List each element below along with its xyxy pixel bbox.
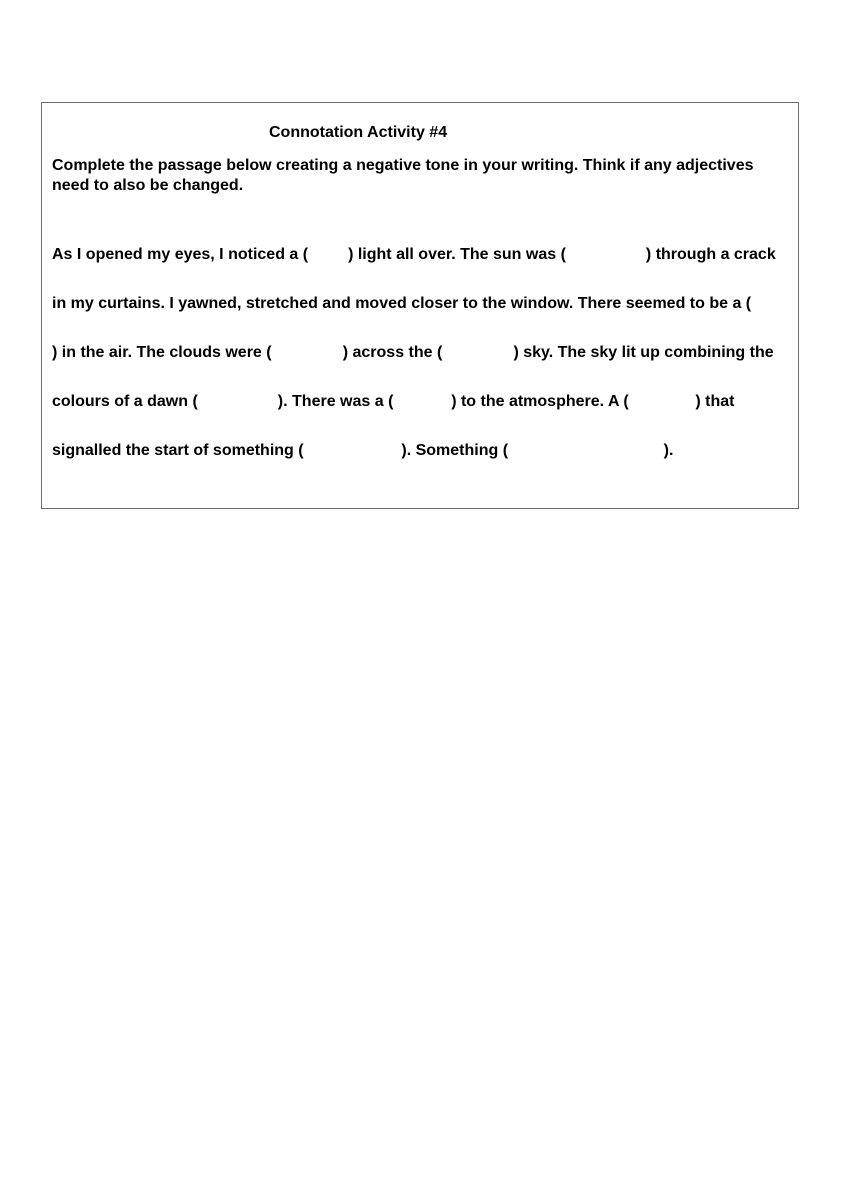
activity-title: Connotation Activity #4 [269,124,448,141]
passage-line: ) in the air. The clouds were ( ) across the ( ) sky. The sky lit up combining the [52,344,774,361]
passage-line: As I opened my eyes, I noticed a ( ) light all over. The sun was ( ) through a crack [52,246,776,263]
passage-line: colours of a dawn ( ). There was a ( ) to the atmosphere. A ( ) that [52,393,735,410]
activity-instructions: Complete the passage below creating a negative tone in your writing. Think if any adjectives need to also be changed. [52,157,754,194]
activity-box [41,102,799,509]
passage-line: in my curtains. I yawned, stretched and moved closer to the window. There seemed to be a ( [52,295,752,312]
passage-line: signalled the start of something ( ). Something ( ). [52,442,674,459]
